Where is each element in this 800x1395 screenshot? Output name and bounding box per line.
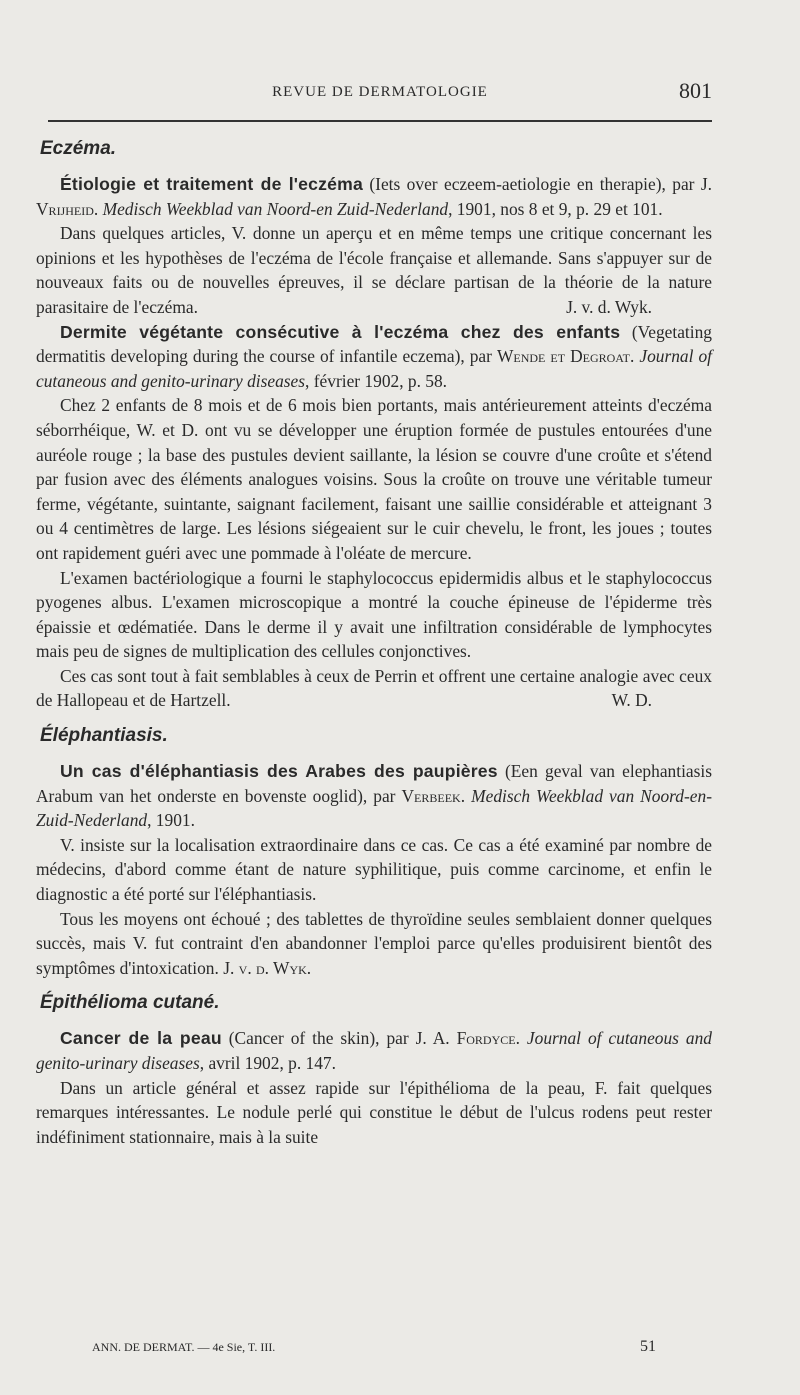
article-citation: (Iets over eczeem-aetiologie en therapie), par J. [362,174,712,194]
article-citation: (Vegetating dermatitis developing during the course of infantile eczema), par [36,321,712,367]
section-heading-eczema: Eczéma. [40,138,117,159]
article-signature: J. v. d. Wyk. [223,957,312,978]
article-paragraph: V. insiste sur la localisation extraordinaire dans ce cas. Ce cas a été examiné par nombre de médecins, d'abord comme étant de nature syphilitique, puis comme carcinome, et enfin le diagnostic a été porté sur l'éléphantiasis. [36,834,712,905]
header-rule [48,120,712,122]
article-title: Dermite végétante consécutive à l'eczéma chez des enfants [60,321,621,342]
journal-title: REVUE DE DERMATOLOGIE [272,84,488,100]
article-citation: (Een geval van elephantiasis Arabum van het onderste en bovenste ooglid), par [36,761,712,806]
article-citation-end: , avril 1902, p. 147. [199,1053,336,1073]
article-eczema-etiology: Étiologie et traitement de l'eczéma (Iets over eczeem-aetiologie en therapie), par J. Vrijheid. Medisch Weekblad van Noord-en Zuid-Nederland, 1901, nos 8 et 9, p. 29 et 101. Dans quelques articles, V. donne un aperçu et en même temps une critique concernant les opinions et les hypothèses de l'eczéma de l'école française et allemande. Sans s'appuyer sur de nouveaux faits ou de nouvelles épreuves, il se déclare partisan de la théorie de la nature parasitaire de l'eczéma. J. v. d. Wyk. [36,172,712,320]
article-author: Fordyce [456,1028,516,1049]
article-journal: Journal of cutaneous and genito-urinary diseases [36,346,712,391]
article-paragraph: Dans quelques articles, V. donne un aperçu et en même temps une critique concernant les opinions et les hypothèses de l'eczéma de l'école française et allemande. Sans s'appuyer sur de nouveaux faits ou de nouvelles épreuves, il se déclare partisan de la théorie de la nature parasitaire de l'eczéma. [36,223,712,317]
section-heading-elephantiasis: Éléphantiasis. [40,725,168,747]
article-citation: (Cancer of the skin), par J. A. [221,1028,457,1049]
footer-signature-number: 51 [640,1338,656,1355]
article-journal: Medisch Weekblad van Noord-en-Zuid-Nederland [36,785,712,831]
page-body [36,136,712,1149]
article-author: Wende et Degroat [496,346,630,367]
article-citation-end: , 1901. [147,810,195,831]
page-number: 801 [679,78,712,103]
page-footer [92,1340,656,1355]
footer-volume: ANN. DE DERMAT. — 4e Sie, T. III. [92,1340,276,1354]
article-signature: W. D. [611,690,652,711]
article-signature: J. v. d. Wyk. [566,296,652,317]
article-citation-end: , 1901, nos 8 et 9, p. 29 et 101. [448,198,663,219]
article-journal: Medisch Weekblad van Noord-en Zuid-Nederland [102,198,449,219]
article-paragraph: Dans un article général et assez rapide sur l'épithélioma de la peau, F. fait quelques remarques intéressantes. Le nodule perlé qui constitue le début de l'ulcus rodens peut rester indéfiniment stationnaire, mais à la suite [36,1077,712,1147]
article-title: Un cas d'éléphantiasis des Arabes des paupières [60,761,498,782]
article-paragraph: Chez 2 enfants de 8 mois et de 6 mois bien portants, mais antérieurement atteints d'eczéma séborrhéique, W. et D. ont vu se développer une éruption formée de pustules entourées d'une auréole rouge ; la base des pustules devient saillante, la lésion se couvre d'une croûte et s'étend par fusion avec des éléments analogues voisins. Sous la croûte on trouve une véritable tumeur ferme, végétante, suintante, saignant facilement, faisant une saillie considérable et atteignant 3 ou 4 centimètres de large. Les lésions siégeaient sur le cuir chevelu, le front, les joues ; toutes ont rapidement guéri avec une pommade à l'oléate de mercure. [36,395,712,563]
section-heading-epithelioma: Épithélioma cutané. [40,992,220,1014]
article-journal: Journal of cutaneous and genito-urinary diseases [36,1028,712,1073]
running-head [48,78,712,108]
article-title: Cancer de la peau [60,1028,222,1049]
article-paragraph: L'examen bactériologique a fourni le staphylococcus epidermidis albus et le staphylococcus pyogenes albus. L'examen microscopique a montré la couche épineuse de l'épiderme très épaissie et œdématiée. Dans le derme il y avait une infiltration considérable de lymphocytes mais peu de signes de multiplication des cellules conjonctives. [36,567,712,662]
article-elephantiasis: Un cas d'éléphantiasis des Arabes des paupières (Een geval van elephantiasis Arabum van het onderste en bovenste ooglid), par Verbeek. Medisch Weekblad van Noord-en-Zuid-Nederland, 1901. V. insiste sur la localisation extraordinaire dans ce cas. Ce cas a été examiné par nombre de médecins, d'abord comme étant de nature syphilitique, puis comme carcinome, et enfin le diagnostic a été porté sur l'éléphantiasis. Tous les moyens ont échoué ; des tablettes de thyroïdine seules semblaient donner quelques succès, mais V. fut contraint d'en abandonner l'emploi parce qu'elles produisirent bientôt des symptômes d'intoxication. J. v. d. Wyk. [36,761,712,978]
article-citation-end: , février 1902, p. 58. [305,370,448,391]
article-author: Vrijheid [36,198,94,219]
article-author: Verbeek [401,785,461,806]
article-title: Étiologie et traitement de l'eczéma [60,174,363,194]
article-dermite-vegetante: Dermite végétante consécutive à l'eczéma chez des enfants (Vegetating dermatitis developing during the course of infantile eczema), par Wende et Degroat. Journal of cutaneous and genito-urinary diseases, février 1902, p. 58. Chez 2 enfants de 8 mois et de 6 mois bien portants, mais antérieurement atteints d'eczéma séborrhéique, W. et D. ont vu se développer une éruption formée de pustules entourées d'une auréole rouge ; la base des pustules devient saillante, la lésion se couvre d'une croûte et s'étend par fusion avec des éléments analogues voisins. Sous la croûte on trouve une véritable tumeur ferme, végétante, suintante, saignant facilement, faisant une saillie considérable et atteignant 3 ou 4 centimètres de large. Les lésions siégeaient sur le cuir chevelu, le front, les joues ; toutes ont rapidement guéri avec une pommade à l'oléate de mercure. L'examen bactériologique a fourni le staphylococcus epidermidis albus et le staphylococcus pyogenes albus. L'examen microscopique a montré la couche épineuse de l'épiderme très épaissie et œdématiée. Dans le derme il y avait une infiltration considérable de lymphocytes mais peu de signes de multiplication des cellules conjonctives. Ces cas sont tout à fait semblables à ceux de Perrin et offrent une certaine analogie avec ceux de Hallopeau et de Hartzell. W. D. [36,320,712,714]
article-cancer-peau: Cancer de la peau (Cancer of the skin), par J. A. Fordyce. Journal of cutaneous and genito-urinary diseases, avril 1902, p. 147. Dans un article général et assez rapide sur l'épithélioma de la peau, F. fait quelques remarques intéressantes. Le nodule perlé qui constitue le début de l'ulcus rodens peut rester indéfiniment stationnaire, mais à la suite [36,1026,712,1149]
article-paragraph: Ces cas sont tout à fait semblables à ceux de Perrin et offrent une certaine analogie avec ceux de Hallopeau et de Hartzell. [36,665,712,711]
article-paragraph: Tous les moyens ont échoué ; des tablettes de thyroïdine seules semblaient donner quelques succès, mais V. fut contraint d'en abandonner l'emploi parce qu'elles produisirent bientôt des symptômes d'intoxication. [36,908,712,978]
